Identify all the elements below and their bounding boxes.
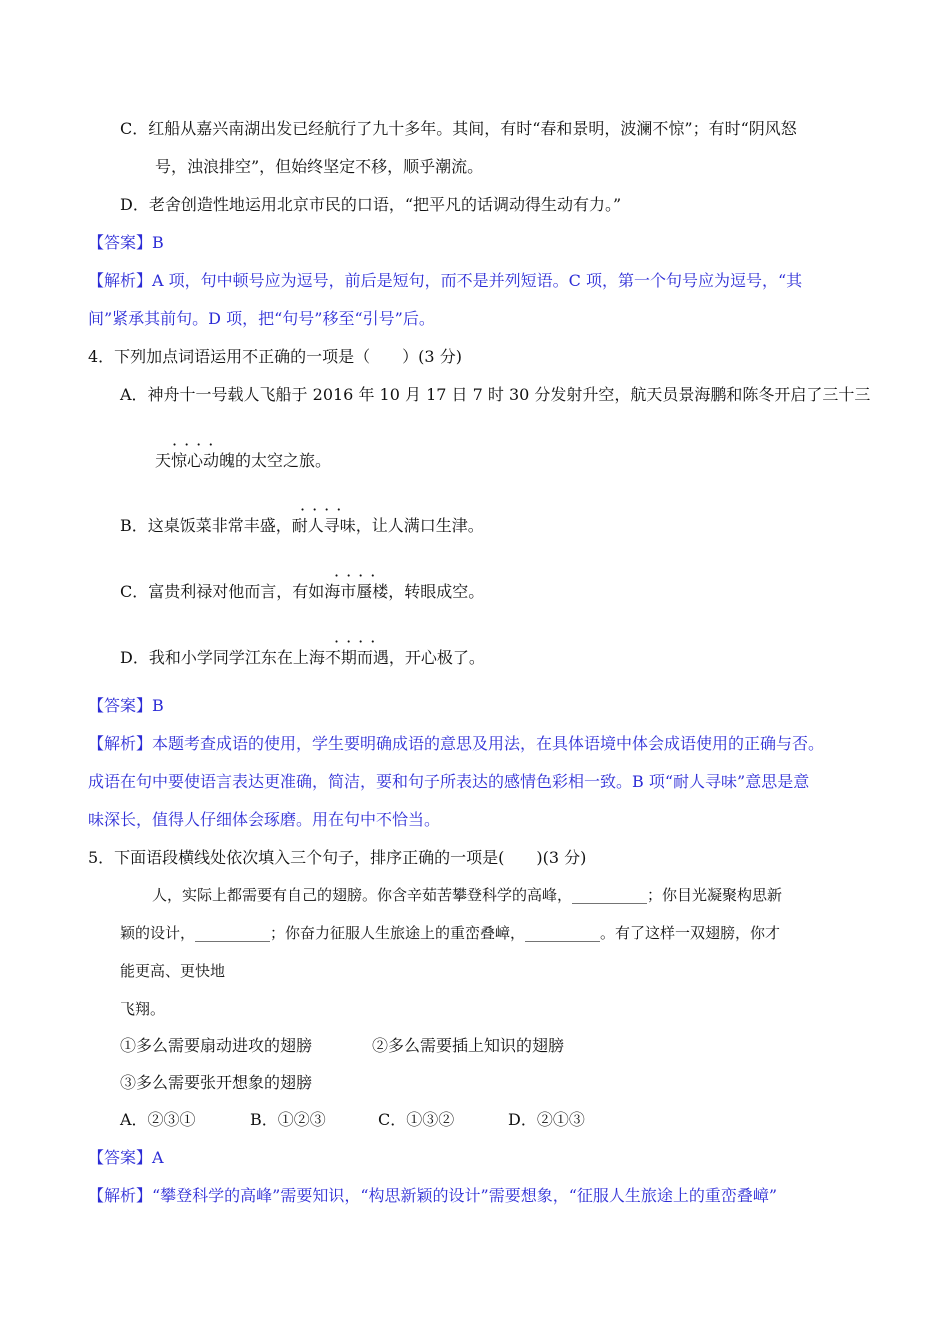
q5-passage: 人，实际上都需要有自己的翅膀。你含辛茹苦攀登科学的高峰，__________；你目光凝聚构思新 <box>152 886 783 904</box>
q3-option-c: C．红船从嘉兴南湖出发已经航行了九十多年。其间，有时“春和景明，波澜不惊”；有时“阴风怒 <box>120 119 797 138</box>
q3-answer: 【答案】B <box>88 233 164 252</box>
q5-choice-b: B．①②③ <box>250 1110 326 1129</box>
q4-option-a-emphasis-dots: ···· <box>172 435 221 454</box>
q5-stem: 5．下面语段横线处依次填入三个句子，排序正确的一项是( )(3 分) <box>88 848 587 867</box>
q4-answer: 【答案】B <box>88 696 164 715</box>
q5-choice-a: A．②③① <box>120 1110 196 1129</box>
q4-analysis-cont-2: 味深长，值得人仔细体会琢磨。用在句中不恰当。 <box>88 810 441 829</box>
q4-analysis-cont-1: 成语在句中要使语言表达更准确，简洁，要和句子所表达的感情色彩相一致。B 项“耐人寻味”意思是意 <box>88 772 810 791</box>
q5-analysis: 【解析】“攀登科学的高峰”需要知识，“构思新颖的设计”需要想象，“征服人生旅途上的重峦叠嶂” <box>88 1186 778 1205</box>
q5-answer: 【答案】A <box>88 1148 164 1167</box>
q4-option-c: C．富贵利禄对他而言，有如海市蜃楼，转眼成空。 <box>120 582 485 601</box>
q4-option-c-emphasis-dots: ···· <box>334 566 383 585</box>
q4-option-d-emphasis-dots: ···· <box>334 632 383 651</box>
q4-analysis: 【解析】本题考查成语的使用，学生要明确成语的意思及用法，在具体语境中体会成语使用的正确与否。 <box>88 734 825 753</box>
q4-option-b-emphasis-dots: ···· <box>300 500 349 519</box>
q4-option-b: B．这桌饭菜非常丰盛，耐人寻味，让人满口生津。 <box>120 516 484 535</box>
q5-choice-d: D．②①③ <box>508 1110 585 1129</box>
q4-stem: 4．下列加点词语运用不正确的一项是（ ）(3 分) <box>88 347 462 366</box>
q5-item-3: ③多么需要张开想象的翅膀 <box>120 1073 313 1092</box>
q5-item-2: ②多么需要插上知识的翅膀 <box>372 1036 565 1055</box>
q5-passage-cont-1: 颖的设计，__________；你奋力征服人生旅途上的重峦叠嶂，__________。有了这样一双翅膀，你才 <box>120 924 781 942</box>
q5-choice-c: C．①③② <box>378 1110 455 1129</box>
q4-option-a: A．神舟十一号载人飞船于 2016 年 10 月 17 日 7 时 30 分发射升空，航天员景海鹏和陈冬开启了三十三 <box>120 385 871 404</box>
q3-analysis-cont: 间”紧承其前句。D 项，把“句号”移至“引号”后。 <box>88 309 435 328</box>
q3-option-d: D．老舍创造性地运用北京市民的口语，“把平凡的话调动得生动有力。” <box>120 195 622 214</box>
q5-item-1: ①多么需要扇动进攻的翅膀 <box>120 1036 313 1055</box>
q5-passage-cont-3: 飞翔。 <box>120 1000 166 1018</box>
q4-option-d: D．我和小学同学江东在上海不期而遇，开心极了。 <box>120 648 485 667</box>
q4-option-a-cont: 天惊心动魄的太空之旅。 <box>155 451 332 470</box>
q3-analysis: 【解析】A 项，句中顿号应为逗号，前后是短句，而不是并列短语。C 项，第一个句号应为逗号，“其 <box>88 271 803 290</box>
q3-option-c-cont: 号，浊浪排空”，但始终坚定不移，顺乎潮流。 <box>155 157 484 176</box>
q5-passage-cont-2: 能更高、更快地 <box>120 962 226 980</box>
